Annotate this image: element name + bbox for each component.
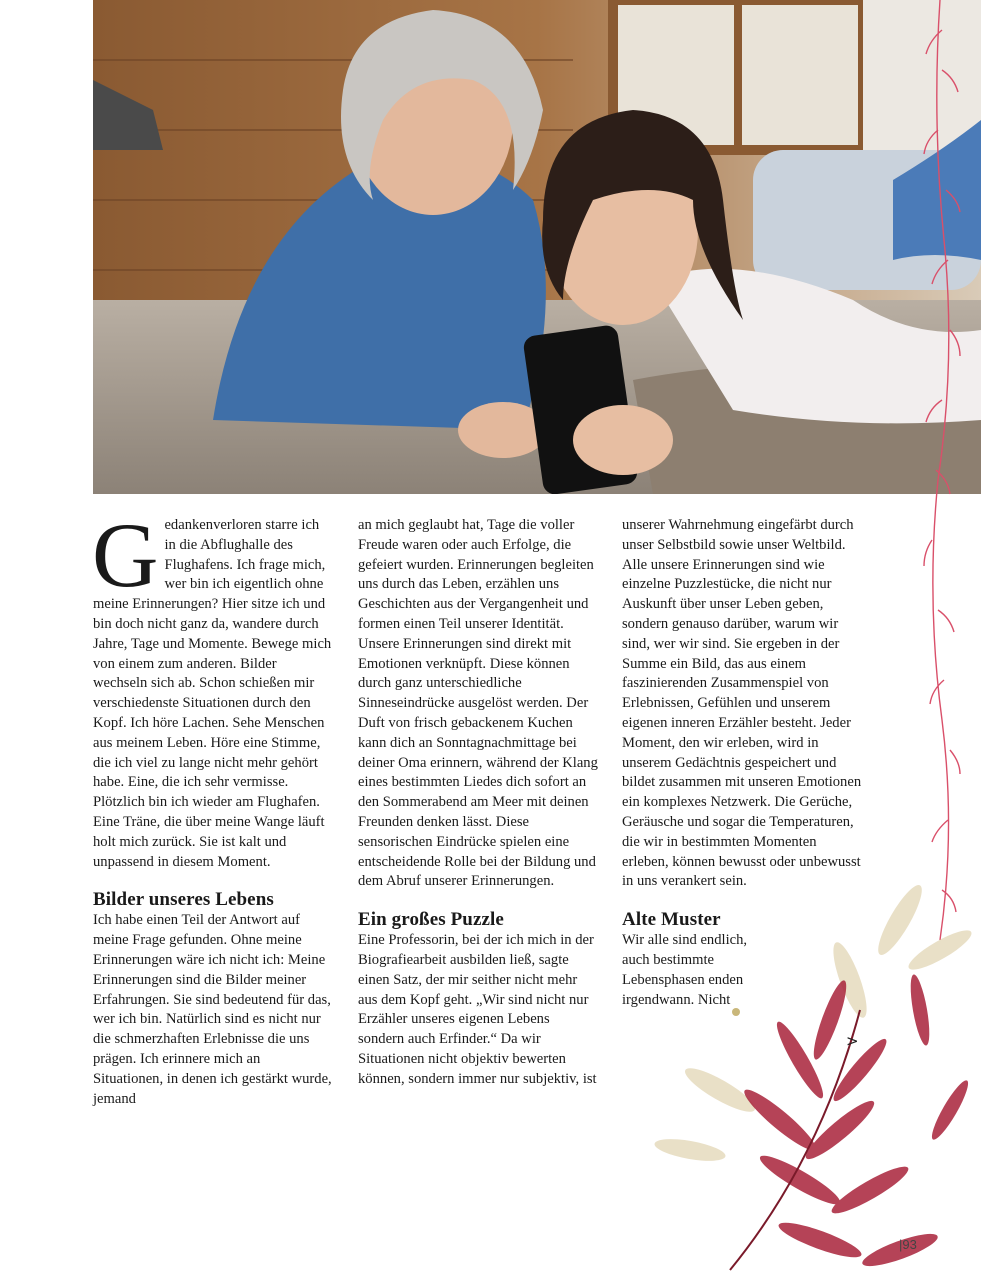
decorative-vine: [922, 0, 962, 940]
photo-illustration: [93, 0, 981, 494]
section-heading-bilder: Bilder unseres Lebens: [93, 889, 274, 911]
page-number: |93: [899, 1237, 917, 1252]
column3-intro: unserer Wahrnehmung eingefärbt durch unser Selbstbild sowie unser Weltbild. Alle unsere Erinnerungen sind wie einzelne Puzzlestücke, die nicht nur Auskunft über unser Leben geben, sondern genauso darüber, warum wir sind, wer wir sind. Sie ergeben in der Summe ein Bild, das aus einem faszinierenden Zusammenspiel von Erlebnissen, Gefühlen und unserem eigenen inneren Erzähler besteht. Jeder Moment, den wir erleben, wird in unserem Gedächtnis gespeichert und bildet zusammen mit unseren Emotionen ein komplexes Netzwerk. Die Gerüche, Geräusche und sogar die Temperaturen, die wir in bestimmten Momenten erleben, können bewusst oder unbewusst in uns verankert sein.: [622, 517, 862, 890]
text-column-1: [92, 504, 333, 1109]
text-column-3: [622, 516, 862, 1010]
text-column-2: [358, 516, 598, 1090]
continue-arrow-icon: >: [846, 1032, 859, 1050]
column2-intro: an mich geglaubt hat, Tage die voller Freude waren oder auch Erfolge, die gefeiert wurden. Erinnerungen begleiten uns durch das Leben, erzählen uns Geschichten aus der Vergangenheit und formen einen Teil unserer Identität. Unsere Erinnerungen sind direkt mit Emotionen verknüpft. Diese können durch ganz unterschiedliche Sinneseindrücke ausgelöst werden. Der Duft von frisch gebackenem Kuchen kann dich an Sonntagnachmittage bei deiner Oma erinnern, während der Klang eines bestimmten Liedes dich sofort an den Sommerabend am Meer mit deinen Freunden denken lässt. Diese sensorischen Eindrücke spielen eine entscheidende Rolle bei der Bildung und dem Abruf unserer Erinnerungen.: [358, 517, 598, 890]
intro-text: edankenverloren starre ich in die Abflughalle des Flughafens. Ich frage mich, wer bin ich eigentlich ohne meine Erinnerungen? Hier sitze ich und bin doch nicht ganz da, wandere durch Jahre, Tage und Momente. Bewege mich von einem zum anderen. Bilder wechseln sich ab. Schon schießen mir verschiedenste Situationen durch den Kopf. Ich höre Lachen. Sehe Menschen aus meinem Leben. Höre eine Stimme, die ich viel zu lange nicht mehr gehört habe. Eine, die ich sehr vermisse. Plötzlich bin ich wieder am Flughafen. Eine Träne, die über meine Wange läuft holt mich zurück. Sie ist kalt und unpassend in diesem Moment.: [93, 517, 332, 870]
section-heading-puzzle: Ein großes Puzzle: [358, 909, 504, 931]
intro-paragraph: [92, 504, 333, 872]
drop-cap: G: [92, 504, 159, 606]
hero-photo: [93, 0, 981, 494]
section-body-bilder: Ich habe einen Teil der Antwort auf meine Frage gefunden. Ohne meine Erinnerungen wäre ich nicht ich: Meine Erinnerungen sind die Bilder meiner Erfahrungen. Sie sind bedeutend für das, wer ich bin. Natürlich sind es nicht nur die schmerzhaften Erlebnisse die uns prägen. Ich erinnere mich an Situationen, in denen ich gestärkt wurde, jemand: [93, 912, 332, 1107]
section-body-puzzle: Eine Professorin, bei der ich mich in der Biografiearbeit ausbilden ließ, sagte einen Satz, der mir seither nicht mehr aus dem Kopf geht. „Wir sind nicht nur Erzähler unseres eigenen Lebens sondern auch Erfinder.“ Da wir Situationen nicht objektiv bewerten können, sondern immer nur subjektiv, ist: [358, 932, 597, 1087]
section-heading-muster: Alte Muster: [622, 909, 721, 931]
section-body-muster: Wir alle sind endlich, auch bestimmte Lebensphasen enden irgendwann. Nicht: [622, 932, 748, 1008]
